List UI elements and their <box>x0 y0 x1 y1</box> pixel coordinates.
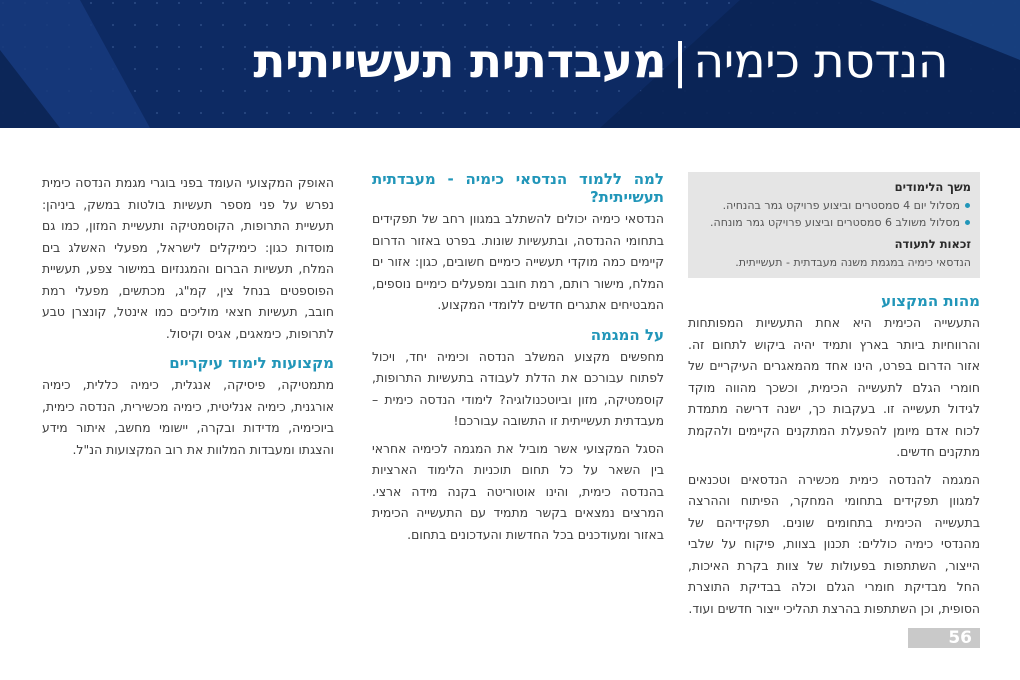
paragraph: הסגל המקצועי אשר מוביל את המגמה לכימיה אחראי בין השאר על כל תחום תוכניות הלימוד הארציות בהנדסה כימית, והינו אוטוריטה בקנה מידה ארצי. המרצים נמצאים בקשר מתמיד עם התעשייה הכימית באזור ומעודכנים בכל החדשות והעדכונים בתחום. <box>372 440 664 542</box>
title-main: הנדסת כימיה <box>693 34 948 89</box>
column-left <box>42 172 334 460</box>
section-heading-why: למה ללמוד הנדסאי כימיה - מעבדתית תעשייתית? <box>372 170 664 206</box>
section-heading-profession: מהות המקצוע <box>881 292 980 310</box>
page-number: 56 <box>908 628 980 648</box>
list-item: מסלול משולב 6 סמסטרים וביצוע פרויקט גמר מונחה. <box>697 214 971 231</box>
header-banner <box>0 0 1020 128</box>
cert-text: הנדסאי כימיה במגמת משנה מעבדתית - תעשייתית. <box>735 256 971 269</box>
column-middle <box>372 170 664 545</box>
list-item: מסלול יום 4 סמסטרים וביצוע פרויקט גמר בהנחיה. <box>697 197 971 214</box>
page-title <box>253 34 948 89</box>
paragraph: התעשייה הכימית היא אחת התעשיות המפותחות והרווחיות ביותר בארץ ותמיד יהיה ביקוש לתחום זה. אזור הדרום בפרט, הינו אחד מהמאגרים העיקריים של חומרי הגלם לתעשייה הכימית, וכשכך מהווה מוקד לגידול תעשייה זו. בעקבות כך, ישנה דרישה מתמדת לכוח אדם מיומן להפעלת המתקנים הקיימים ולהקמת מתקנים חדשים. <box>688 315 980 459</box>
cert-heading: זכאות לתעודה <box>894 237 971 251</box>
paragraph: האופק המקצועי העומד בפני בוגרי מגמת הנדסה כימית נפרש על פני מספר תעשיות בולטות במשק, ביניהן: תעשיית התרופות, הקוסמטיקה ותעשיית המזון, כמו גם מוסדות כגון: כימיקלים לישראל, מפעלי האשלג בים המלח, תעשיות הברום והמגנזיום במישור צפע, תעשיית הפוספטים בנחל צין, קמ"ג, מכתשים, מפעלי רמת חובב, תעשיות חצאי מוליכים כמו אינטל, קונצרן טבע לתרופות, כימאגים, אגיס וקיסול. <box>42 175 334 341</box>
section-heading-subjects: מקצועות לימוד עיקריים <box>169 354 334 372</box>
paragraph: הנדסאי כימיה יכולים להשתלב במגוון רחב של תפקידים בתחומי ההנדסה, ובתעשיות שונות. בפרט באזור הדרום קיימים כמה מוקדי תעשייה כימיים חשובים, כגון: אזור ים המלח, מישור רותם, רמת חובב ומפעלים כימיים נוספים, המבטיחים אתגרים חדשים ללומדי המקצוע. <box>372 211 664 312</box>
paragraph: המגמה להנדסה כימית מכשירה הנדסאים וטכנאים למגוון תפקידים בתחומי המחקר, הפיתוח וההרצה בתעשייה הכימית בתחומים שונים. תפקידיהם של מהנדסי כימיה כוללים: תכנון בצוות, פיקוח על שלבי הייצור, השתתפות בפעולות של צוות בקרת האיכות, החל מבדיקת חומרי הגלם וכלה בבדיקת התוצרת הסופית, וכן השתתפות בהרצת תהליכי ייצור חדשים ועוד. <box>688 471 980 616</box>
duration-list <box>697 197 971 231</box>
paragraph: מתמטיקה, פיסיקה, אנגלית, כימיה כללית, כימיה אורגנית, כימיה אנליטית, כימיה מכשירית, הנדסה כימית, ביוכימיה, מדידות ובקרה, יישומי מחשב, איתור מידע והצגתו ומעבדות המלוות את רוב המקצועות הנ"ל. <box>42 377 334 457</box>
title-separator: | <box>672 34 688 89</box>
section-heading-about: על המגמה <box>590 325 664 344</box>
column-right <box>688 172 980 619</box>
title-sub: מעבדתית תעשייתית <box>253 34 667 89</box>
duration-heading: משך הלימודים <box>894 180 971 194</box>
info-box <box>688 172 980 278</box>
paragraph: מחפשים מקצוע המשלב הנדסה וכימיה יחד, ויכול לפתוח עבורכם את הדלת לעבודה בתעשיות התרופות, קוסמטיקה, מזון וביוטכנולוגיה? לימודי הנדסה כימית – מעבדתית תעשייתית זו התשובה עבורכם! <box>372 348 664 428</box>
